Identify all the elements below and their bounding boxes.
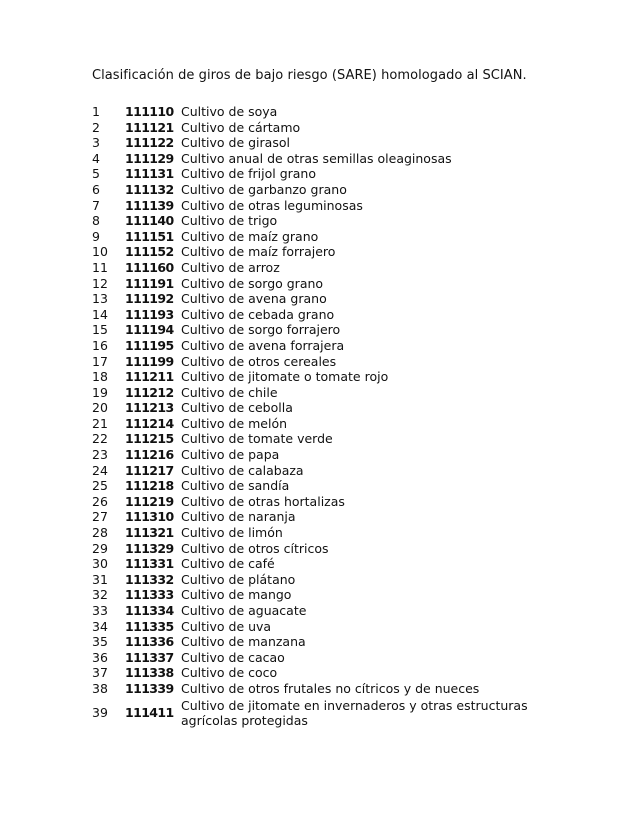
- activity-description: Cultivo de otros frutales no cítricos y de nueces: [181, 680, 480, 696]
- row-number: 28: [92, 525, 108, 541]
- row-number: 26: [92, 493, 108, 509]
- list-item: [92, 572, 562, 588]
- row-number: 27: [92, 509, 108, 525]
- list-item: [92, 151, 562, 167]
- scian-code: 111212: [125, 384, 174, 400]
- row-number: 16: [92, 337, 108, 353]
- row-number: 38: [92, 680, 108, 696]
- list-item: [92, 556, 562, 572]
- list-item: [92, 276, 562, 292]
- row-number: 19: [92, 384, 108, 400]
- scian-code: 111131: [125, 166, 174, 182]
- list-item: [92, 354, 562, 370]
- list-item: [92, 213, 562, 229]
- row-number: 24: [92, 462, 108, 478]
- row-number: 23: [92, 447, 108, 463]
- row-number: 33: [92, 603, 108, 618]
- scian-code: 111195: [125, 337, 174, 353]
- scian-code: 111218: [125, 478, 174, 494]
- row-number: 7: [92, 197, 100, 213]
- activity-description: Cultivo de soya: [181, 104, 278, 119]
- activity-description: Cultivo de aguacate: [181, 603, 307, 618]
- activity-description: Cultivo de maíz forrajero: [181, 244, 336, 260]
- row-number: 25: [92, 478, 108, 494]
- scian-code: 111122: [125, 135, 174, 151]
- row-number: 10: [92, 244, 108, 260]
- scian-code: 111411: [125, 705, 174, 721]
- activity-description: Cultivo de maíz grano: [181, 228, 319, 244]
- row-number: 6: [92, 181, 100, 197]
- row-number: 18: [92, 369, 108, 385]
- activity-description: Cultivo de garbanzo grano: [181, 181, 347, 197]
- activity-description: Cultivo de limón: [181, 525, 283, 541]
- scian-code: 111338: [125, 665, 174, 681]
- scian-code: 111199: [125, 353, 174, 369]
- scian-code: 111191: [125, 275, 174, 291]
- list-item: [92, 525, 562, 541]
- list-item: [92, 120, 562, 136]
- list-item: [92, 322, 562, 338]
- scian-code: 111337: [125, 649, 174, 665]
- activity-description: Cultivo de cacao: [181, 649, 285, 665]
- activity-description: Cultivo de sandía: [181, 478, 290, 494]
- list-item: [92, 619, 562, 635]
- scian-code: 111217: [125, 462, 174, 478]
- row-number: 5: [92, 166, 100, 182]
- activity-description: Cultivo de plátano: [181, 571, 296, 587]
- row-number: 11: [92, 259, 108, 275]
- activity-description: Cultivo de otros cereales: [181, 353, 337, 369]
- row-number: 4: [92, 150, 100, 166]
- list-item: [92, 541, 562, 557]
- row-number: 15: [92, 322, 108, 338]
- activity-description: Cultivo de otros cítricos: [181, 540, 329, 556]
- activity-description: Cultivo de jitomate o tomate rojo: [181, 369, 389, 385]
- scian-code: 111213: [125, 400, 174, 416]
- list-item: [92, 400, 562, 416]
- scian-code: 111215: [125, 431, 174, 447]
- scian-code: 111335: [125, 618, 174, 634]
- scian-code: 111129: [125, 150, 174, 166]
- activity-description: Cultivo de arroz: [181, 259, 280, 275]
- row-number: 21: [92, 415, 108, 431]
- list-item: [92, 182, 562, 198]
- scian-code: 111151: [125, 228, 174, 244]
- list-item: [92, 307, 562, 323]
- scian-code: 111310: [125, 509, 174, 525]
- row-number: 37: [92, 665, 108, 681]
- list-item: [92, 416, 562, 432]
- activity-description: Cultivo de jitomate en invernaderos y otras estructuras agrícolas protegidas: [181, 697, 528, 728]
- list-item: [92, 587, 562, 603]
- scian-code: 111193: [125, 306, 174, 322]
- scian-code: 111139: [125, 197, 174, 213]
- list-item: [92, 463, 562, 479]
- row-number: 36: [92, 649, 108, 665]
- row-number: 13: [92, 291, 108, 307]
- list-item: [92, 603, 562, 619]
- activity-description: Cultivo de cártamo: [181, 119, 301, 135]
- scian-code: 111329: [125, 540, 174, 556]
- activity-description: Cultivo de mango: [181, 587, 292, 603]
- list-item: [92, 697, 562, 729]
- row-number: 1: [92, 104, 100, 119]
- scian-code: 111336: [125, 634, 174, 650]
- row-number: 14: [92, 306, 108, 322]
- activity-description: Cultivo de trigo: [181, 213, 278, 229]
- activity-description: Cultivo de sorgo forrajero: [181, 322, 341, 338]
- list-item: [92, 369, 562, 385]
- activity-description: Cultivo de cebolla: [181, 400, 293, 416]
- scian-code: 111160: [125, 259, 174, 275]
- activity-description: Cultivo de avena grano: [181, 291, 327, 307]
- activity-description: Cultivo de naranja: [181, 509, 296, 525]
- scian-code: 111152: [125, 244, 174, 260]
- row-number: 22: [92, 431, 108, 447]
- row-number: 35: [92, 634, 108, 650]
- scian-code: 111332: [125, 571, 174, 587]
- activity-description: Cultivo de melón: [181, 415, 288, 431]
- list-item: [92, 431, 562, 447]
- list-item: [92, 650, 562, 666]
- scian-code: 111219: [125, 493, 174, 509]
- list-item: [92, 634, 562, 650]
- activity-description: Cultivo de papa: [181, 447, 280, 463]
- activity-description: Cultivo de cebada grano: [181, 306, 335, 322]
- scian-code: 111192: [125, 291, 174, 307]
- activity-description: Cultivo anual de otras semillas oleaginosas: [181, 150, 452, 166]
- activity-description: Cultivo de calabaza: [181, 462, 304, 478]
- scian-code: 111331: [125, 556, 174, 572]
- row-number: 31: [92, 571, 108, 587]
- row-number: 32: [92, 587, 108, 603]
- row-number: 34: [92, 618, 108, 634]
- list-item: [92, 494, 562, 510]
- row-number: 30: [92, 556, 108, 572]
- list-item: [92, 166, 562, 182]
- list-item: [92, 135, 562, 151]
- row-number: 9: [92, 228, 100, 244]
- scian-code: 111140: [125, 213, 174, 229]
- activity-description: Cultivo de café: [181, 556, 275, 572]
- document-title: Clasificación de giros de bajo riesgo (SARE) homologado al SCIAN.: [92, 68, 527, 83]
- scian-code: 111132: [125, 181, 174, 197]
- activity-description: Cultivo de avena forrajera: [181, 337, 345, 353]
- scian-code: 111333: [125, 587, 174, 603]
- row-number: 3: [92, 135, 100, 151]
- activity-description: Cultivo de sorgo grano: [181, 275, 324, 291]
- list-item: [92, 385, 562, 401]
- scian-code: 111211: [125, 369, 174, 385]
- activity-description: Cultivo de girasol: [181, 135, 290, 151]
- list-item: [92, 338, 562, 354]
- row-number: 29: [92, 540, 108, 556]
- scian-code: 111321: [125, 525, 174, 541]
- row-number: 12: [92, 275, 108, 291]
- row-number: 17: [92, 353, 108, 369]
- scian-code: 111339: [125, 680, 174, 696]
- list-item: [92, 244, 562, 260]
- classification-list: [92, 104, 562, 729]
- list-item: [92, 478, 562, 494]
- list-item: [92, 509, 562, 525]
- scian-code: 111214: [125, 415, 174, 431]
- list-item: [92, 665, 562, 681]
- scian-code: 111194: [125, 322, 174, 338]
- scian-code: 111121: [125, 119, 174, 135]
- list-item: [92, 104, 562, 120]
- list-item: [92, 291, 562, 307]
- list-item: [92, 681, 562, 697]
- list-item: [92, 447, 562, 463]
- scian-code: 111216: [125, 447, 174, 463]
- scian-code: 111334: [125, 603, 174, 618]
- row-number: 20: [92, 400, 108, 416]
- activity-description: Cultivo de tomate verde: [181, 431, 333, 447]
- activity-description: Cultivo de frijol grano: [181, 166, 316, 182]
- list-item: [92, 229, 562, 245]
- row-number: 39: [92, 705, 108, 721]
- activity-description: Cultivo de chile: [181, 384, 278, 400]
- row-number: 8: [92, 213, 100, 229]
- activity-description: Cultivo de manzana: [181, 634, 306, 650]
- activity-description: Cultivo de otras hortalizas: [181, 493, 345, 509]
- activity-description: Cultivo de coco: [181, 665, 278, 681]
- activity-description: Cultivo de uva: [181, 618, 272, 634]
- activity-description: Cultivo de otras leguminosas: [181, 197, 363, 213]
- list-item: [92, 260, 562, 276]
- row-number: 2: [92, 119, 100, 135]
- list-item: [92, 198, 562, 214]
- scian-code: 111110: [125, 104, 174, 119]
